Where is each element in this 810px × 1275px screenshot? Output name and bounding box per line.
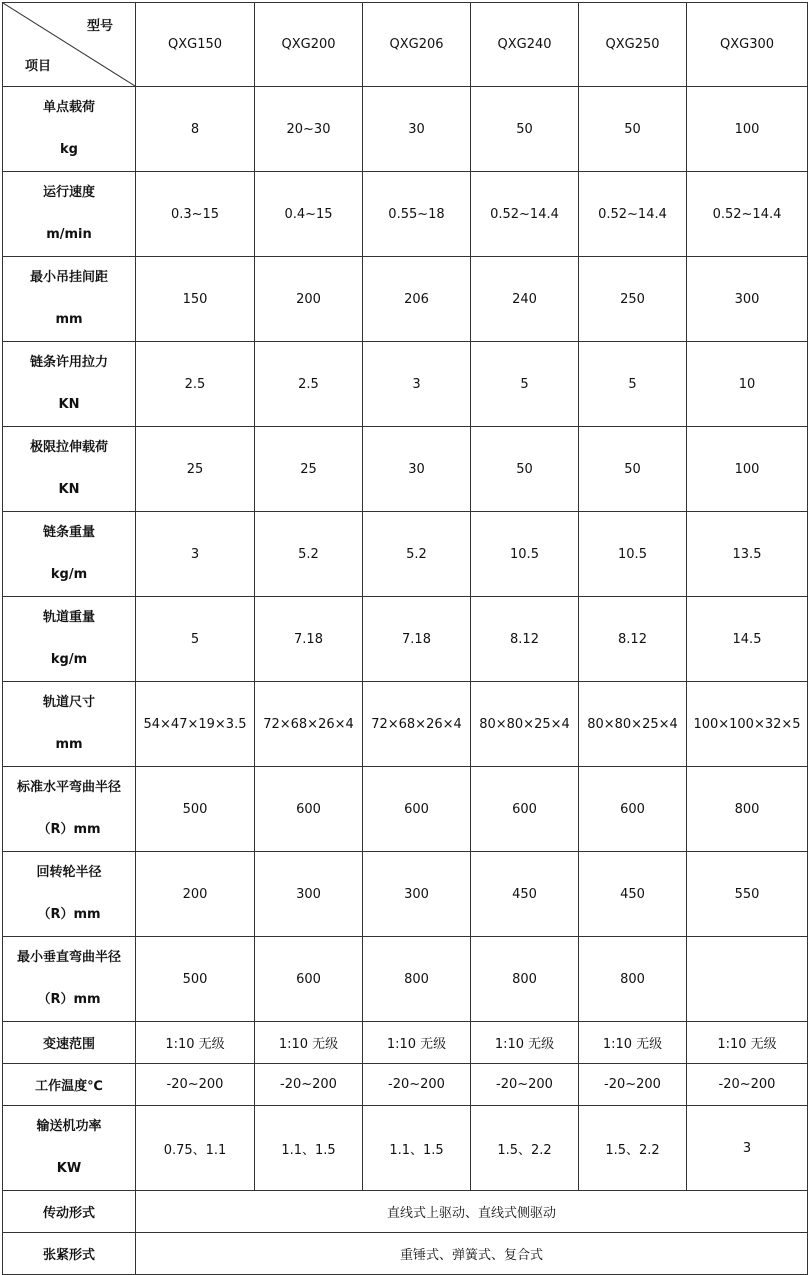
row-label-unit: KW [56, 1161, 82, 1176]
value-cell: 200 [136, 852, 255, 937]
value-cell: -20~200 [136, 1064, 255, 1106]
row-label-unit: mm [55, 312, 83, 327]
row-label-cell [3, 427, 136, 512]
row-label-name: 轨道尺寸 [42, 695, 95, 710]
value-cell: 600 [255, 767, 363, 852]
value-cell: 80×80×25×4 [471, 682, 579, 767]
value-cell: 800 [471, 937, 579, 1022]
table-row [3, 1022, 808, 1064]
value-cell: 100 [687, 427, 808, 512]
row-label-cell [3, 937, 136, 1022]
value-cell: 1.1、1.5 [255, 1106, 363, 1191]
row-label-name: 最小垂直弯曲半径 [16, 950, 121, 965]
row-label-cell [3, 87, 136, 172]
value-cell: 500 [136, 937, 255, 1022]
table-row [3, 427, 808, 512]
table-row [3, 342, 808, 427]
value-cell: 54×47×19×3.5 [136, 682, 255, 767]
value-cell: 5.2 [363, 512, 471, 597]
table-row [3, 767, 808, 852]
value-cell: 450 [579, 852, 687, 937]
row-label-name: 单点载荷 [42, 100, 95, 115]
value-cell: 1.5、2.2 [471, 1106, 579, 1191]
row-label-name: 极限拉伸载荷 [29, 440, 108, 455]
row-label-cell [3, 1022, 136, 1064]
value-cell: 80×80×25×4 [579, 682, 687, 767]
value-cell: 14.5 [687, 597, 808, 682]
row-label-name: 输送机功率 [36, 1119, 102, 1134]
value-cell: -20~200 [255, 1064, 363, 1106]
value-cell: 100×100×32×5 [687, 682, 808, 767]
row-label-cell [3, 342, 136, 427]
value-cell: 8.12 [471, 597, 579, 682]
row-label-unit: kg/m [50, 567, 88, 582]
value-cell: 7.18 [255, 597, 363, 682]
value-cell: 72×68×26×4 [255, 682, 363, 767]
value-cell: 450 [471, 852, 579, 937]
table-row [3, 512, 808, 597]
value-cell: 300 [687, 257, 808, 342]
merged-row [3, 1191, 808, 1233]
value-cell: 5 [136, 597, 255, 682]
row-label-cell [3, 682, 136, 767]
value-cell: 800 [687, 767, 808, 852]
table-row [3, 1064, 808, 1106]
row-label-unit: KN [58, 482, 80, 497]
row-label-unit: KN [58, 397, 80, 412]
value-cell: 1.5、2.2 [579, 1106, 687, 1191]
value-cell: 0.55~18 [363, 172, 471, 257]
row-label-name: 最小吊挂间距 [29, 270, 108, 285]
table-row [3, 852, 808, 937]
value-cell: 550 [687, 852, 808, 937]
value-cell: 1:10 无级 [687, 1022, 808, 1064]
value-cell: 1:10 无级 [363, 1022, 471, 1064]
corner-model-label: 型号 [86, 19, 113, 34]
row-label-cell [3, 172, 136, 257]
model-header: QXG240 [471, 3, 579, 87]
value-cell: 10 [687, 342, 808, 427]
value-cell: 300 [363, 852, 471, 937]
table-row [3, 87, 808, 172]
row-label-cell [3, 257, 136, 342]
value-cell: 7.18 [363, 597, 471, 682]
value-cell: 600 [363, 767, 471, 852]
model-header: QXG150 [136, 3, 255, 87]
value-cell: 30 [363, 87, 471, 172]
table-row [3, 172, 808, 257]
value-cell: 0.52~14.4 [579, 172, 687, 257]
value-cell: 300 [255, 852, 363, 937]
value-cell: 50 [579, 427, 687, 512]
value-cell: 25 [255, 427, 363, 512]
model-header: QXG206 [363, 3, 471, 87]
value-cell: 50 [471, 427, 579, 512]
row-label-cell [3, 852, 136, 937]
row-label-name: 轨道重量 [42, 610, 95, 625]
value-cell: 0.75、1.1 [136, 1106, 255, 1191]
row-label-cell [3, 597, 136, 682]
value-cell: 50 [471, 87, 579, 172]
header-corner-cell [3, 3, 136, 87]
value-cell: 13.5 [687, 512, 808, 597]
value-cell: 30 [363, 427, 471, 512]
row-label-name: 变速范围 [42, 1037, 95, 1052]
row-label-cell: 传动形式 [3, 1191, 136, 1233]
model-header: QXG250 [579, 3, 687, 87]
value-cell [687, 937, 808, 1022]
value-cell: 200 [255, 257, 363, 342]
model-header: QXG200 [255, 3, 363, 87]
table-row [3, 257, 808, 342]
spec-table [2, 2, 808, 1275]
value-cell: 5 [471, 342, 579, 427]
value-cell: 600 [579, 767, 687, 852]
value-cell: 8.12 [579, 597, 687, 682]
value-cell: -20~200 [687, 1064, 808, 1106]
value-cell: 0.3~15 [136, 172, 255, 257]
value-cell: 3 [136, 512, 255, 597]
value-cell: 1:10 无级 [471, 1022, 579, 1064]
value-cell: 206 [363, 257, 471, 342]
value-cell: 5.2 [255, 512, 363, 597]
value-cell: 20~30 [255, 87, 363, 172]
merged-row [3, 1233, 808, 1275]
row-label-unit: m/min [46, 227, 92, 242]
model-header: QXG300 [687, 3, 808, 87]
value-cell: 72×68×26×4 [363, 682, 471, 767]
row-label-cell [3, 1064, 136, 1106]
value-cell: 10.5 [579, 512, 687, 597]
row-label-name: 标准水平弯曲半径 [16, 780, 121, 795]
row-label-cell [3, 1106, 136, 1191]
value-cell: 1.1、1.5 [363, 1106, 471, 1191]
row-label-unit: （R）mm [37, 822, 101, 837]
merged-value-cell: 重锤式、弹簧式、复合式 [136, 1233, 808, 1275]
value-cell: 100 [687, 87, 808, 172]
row-label-cell: 张紧形式 [3, 1233, 136, 1275]
table-row [3, 682, 808, 767]
value-cell: 25 [136, 427, 255, 512]
header-row [3, 3, 808, 87]
value-cell: 240 [471, 257, 579, 342]
row-label-unit: kg [60, 142, 78, 157]
value-cell: 50 [579, 87, 687, 172]
value-cell: 800 [579, 937, 687, 1022]
corner-item-label: 项目 [25, 59, 52, 74]
table-row [3, 937, 808, 1022]
row-label-cell [3, 767, 136, 852]
value-cell: 500 [136, 767, 255, 852]
value-cell: 0.52~14.4 [471, 172, 579, 257]
value-cell: 2.5 [136, 342, 255, 427]
row-label-unit: kg/m [50, 652, 88, 667]
value-cell: 1:10 无级 [255, 1022, 363, 1064]
table-row [3, 1106, 808, 1191]
value-cell: 0.4~15 [255, 172, 363, 257]
value-cell: 800 [363, 937, 471, 1022]
row-label-name: 链条许用拉力 [29, 355, 108, 370]
row-label-cell [3, 512, 136, 597]
value-cell: 2.5 [255, 342, 363, 427]
row-label-unit: mm [55, 737, 83, 752]
row-label-name: 运行速度 [42, 185, 95, 200]
value-cell: 3 [687, 1106, 808, 1191]
value-cell: 8 [136, 87, 255, 172]
value-cell: 600 [471, 767, 579, 852]
value-cell: 1:10 无级 [136, 1022, 255, 1064]
row-label-unit: （R）mm [37, 907, 101, 922]
table-row [3, 597, 808, 682]
merged-value-cell: 直线式上驱动、直线式侧驱动 [136, 1191, 808, 1233]
value-cell: -20~200 [363, 1064, 471, 1106]
value-cell: 250 [579, 257, 687, 342]
value-cell: 0.52~14.4 [687, 172, 808, 257]
value-cell: 150 [136, 257, 255, 342]
row-label-name: 回转轮半径 [36, 865, 102, 880]
value-cell: 3 [363, 342, 471, 427]
value-cell: 10.5 [471, 512, 579, 597]
row-label-name: 链条重量 [42, 525, 95, 540]
diagonal-divider [3, 3, 135, 86]
row-label-name: 工作温度℃ [35, 1079, 103, 1094]
value-cell: -20~200 [471, 1064, 579, 1106]
value-cell: -20~200 [579, 1064, 687, 1106]
value-cell: 1:10 无级 [579, 1022, 687, 1064]
value-cell: 5 [579, 342, 687, 427]
row-label-unit: （R）mm [37, 992, 101, 1007]
value-cell: 600 [255, 937, 363, 1022]
